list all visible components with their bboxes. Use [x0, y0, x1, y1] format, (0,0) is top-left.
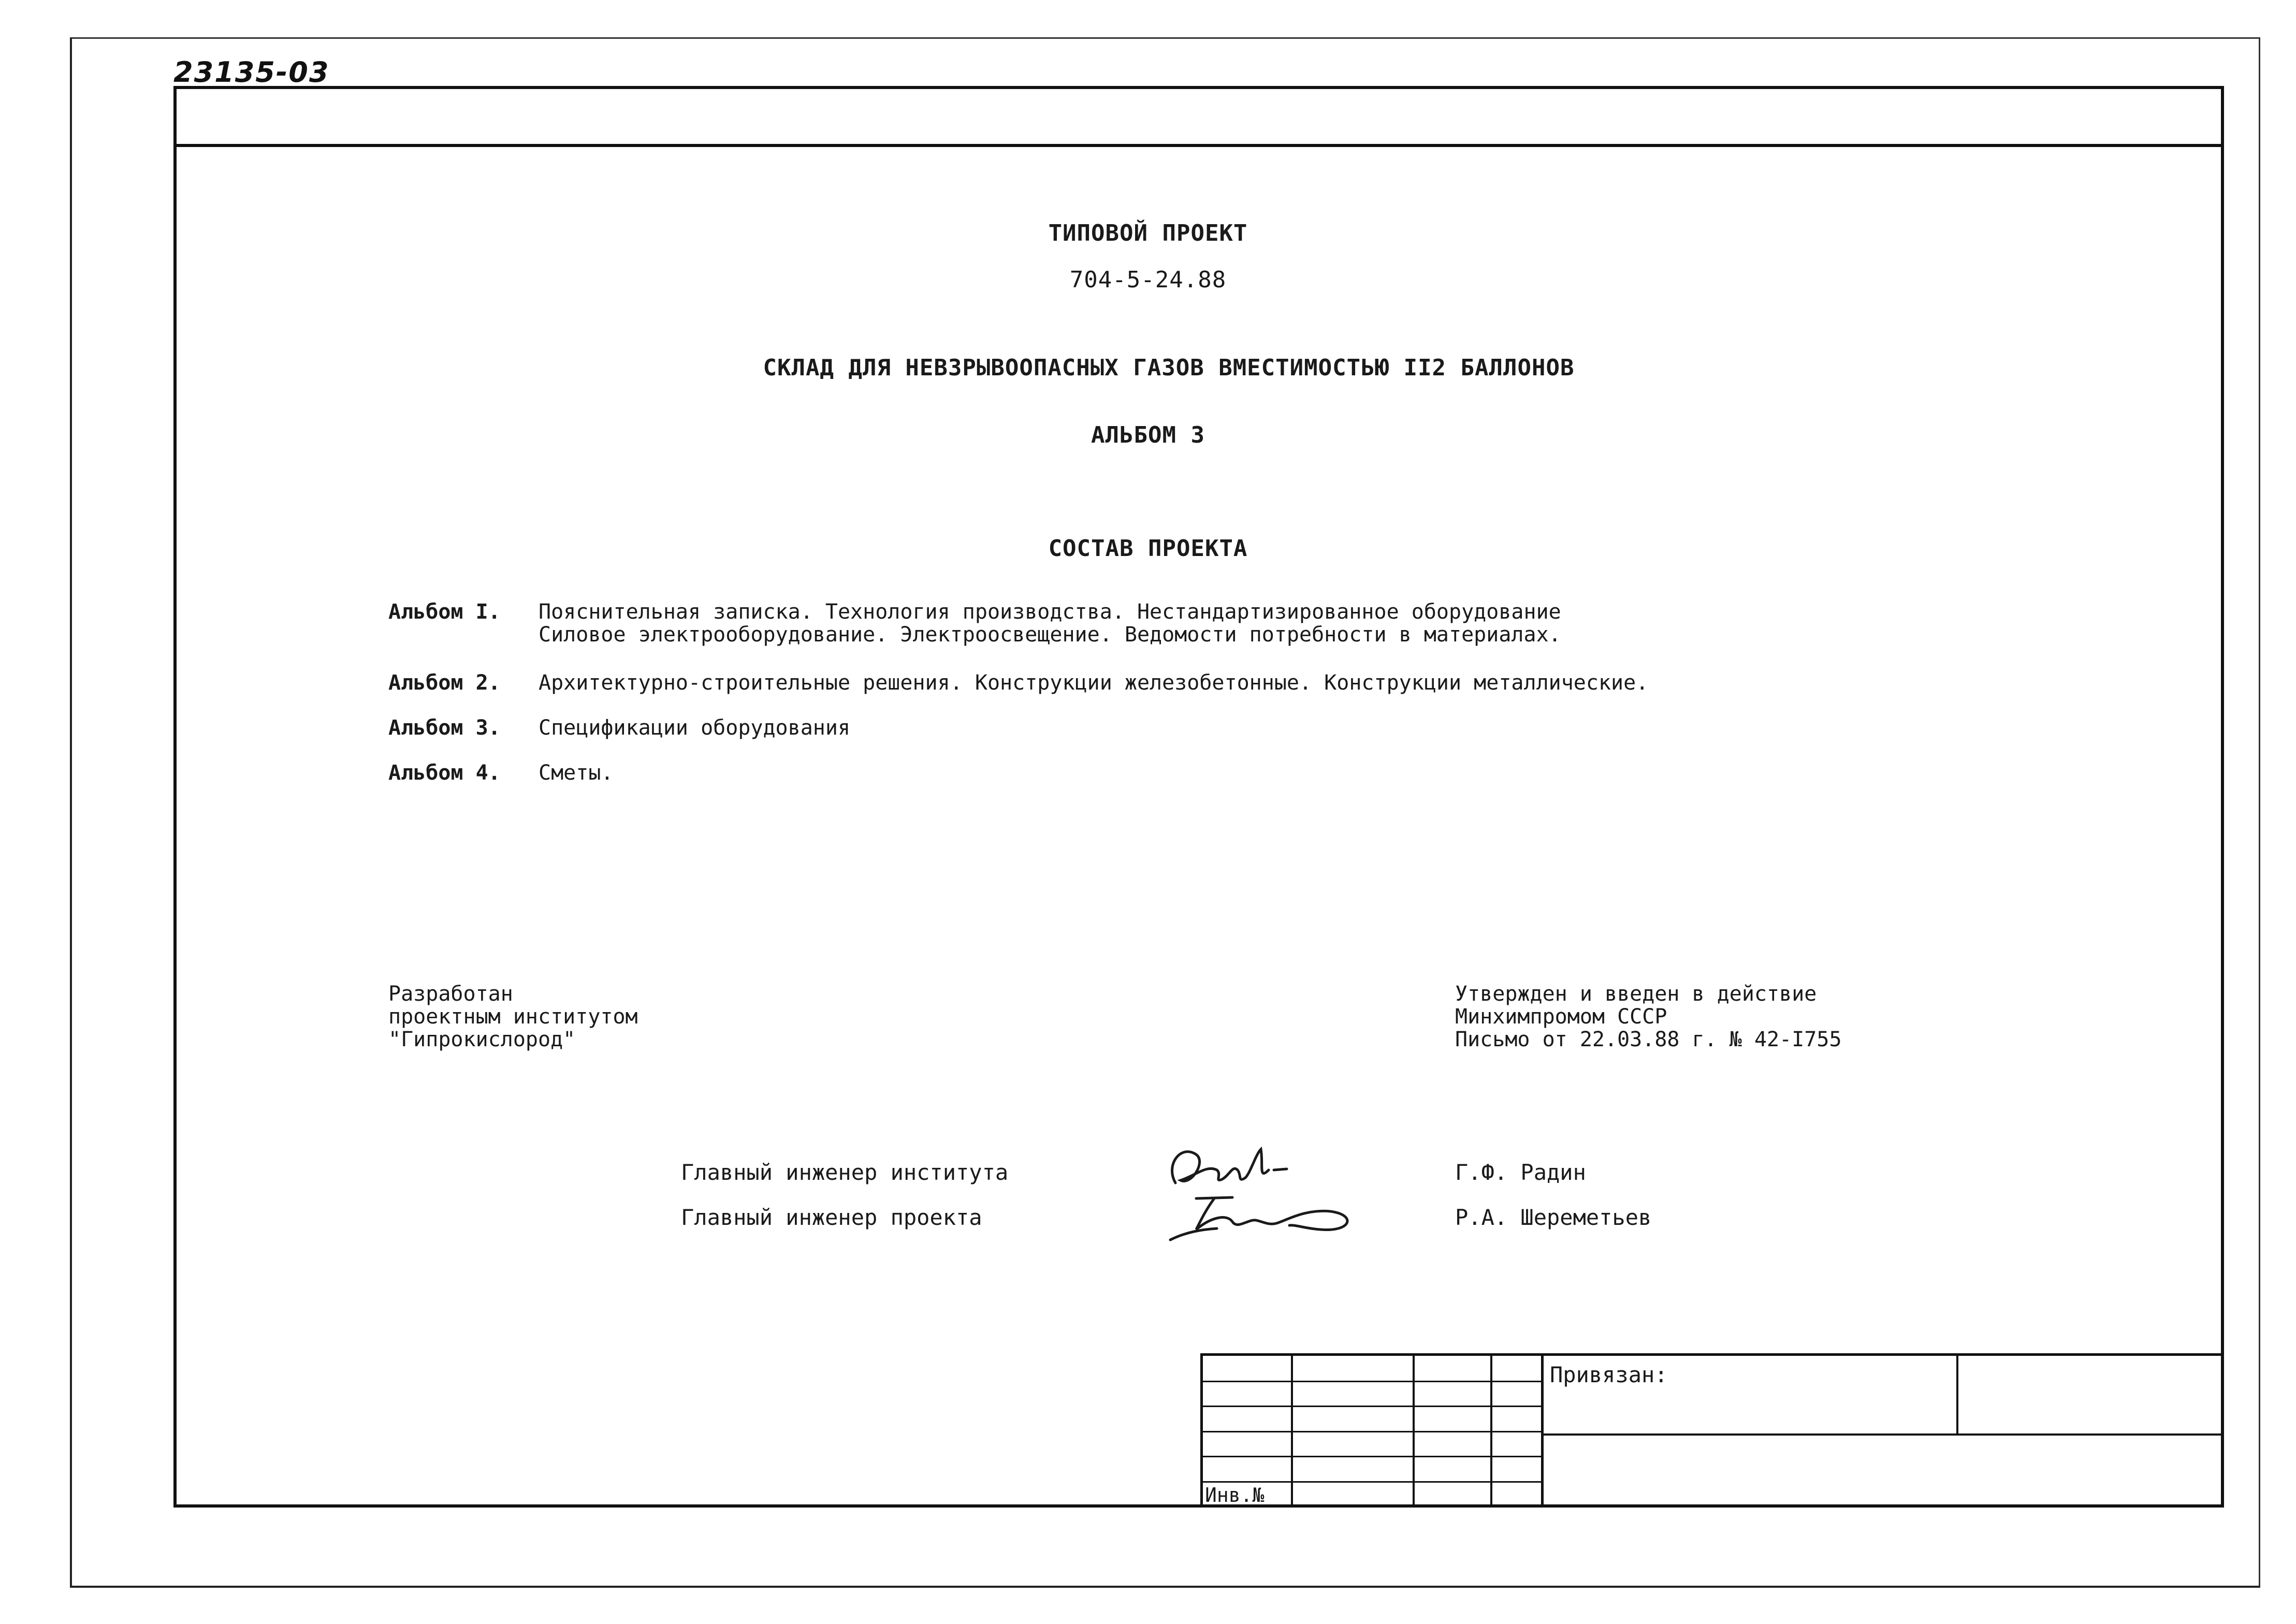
- title-block-divider: [1956, 1356, 1958, 1433]
- signature-name-2: Р.А. Шереметьев: [1455, 1205, 1652, 1230]
- developed-by: Разработан проектным институтом "Гипрокислород": [388, 982, 638, 1051]
- title-block-row-line: [1203, 1431, 1542, 1432]
- linked-label: Привязан:: [1550, 1362, 1668, 1387]
- title-block-row-line: [1203, 1481, 1542, 1483]
- album-item-1: [388, 601, 1561, 646]
- title-block-row-line: [1203, 1456, 1542, 1457]
- project-code: 704-5-24.88: [1069, 267, 1227, 293]
- title-block-row-line: [1542, 1433, 2224, 1436]
- title-block-row-line: [1203, 1406, 1542, 1407]
- album-label: Альбом 3.: [388, 716, 501, 740]
- inventory-label: Инв.№: [1205, 1484, 1265, 1506]
- album-label: Альбом I.: [388, 600, 501, 624]
- project-type: ТИПОВОЙ ПРОЕКТ: [1048, 220, 1248, 246]
- approved-by: Утвержден и введен в действие Минхимпромом СССР Письмо от 22.03.88 г. № 42-I755: [1455, 982, 1842, 1051]
- album-item-4: [388, 762, 614, 784]
- album-text: Сметы.: [539, 761, 614, 785]
- album-text: Пояснительная записка. Технология производства. Нестандартизированное оборудование Силовое электрооборудование. Электроосвещение. Ведомости потребности в материалах.: [539, 600, 1561, 647]
- album-label: Альбом 4.: [388, 761, 501, 785]
- project-title: СКЛАД ДЛЯ НЕВЗРЫВООПАСНЫХ ГАЗОВ ВМЕСТИМОСТЬЮ II2 БАЛЛОНОВ: [763, 355, 1575, 381]
- signature-chief-engineer-project: [1165, 1188, 1383, 1245]
- album-label: Альбом 2.: [388, 671, 501, 695]
- composition-heading: СОСТАВ ПРОЕКТА: [1048, 535, 1248, 562]
- drawing-frame: [173, 86, 2224, 1508]
- title-block: [1200, 1353, 2224, 1508]
- frame-top-band: [177, 89, 2221, 147]
- album-item-3: [388, 716, 850, 739]
- album-number: АЛЬБОМ 3: [1091, 422, 1205, 448]
- title-block-row-line: [1203, 1381, 1542, 1382]
- signature-role-1: Главный инженер института: [681, 1160, 1009, 1185]
- album-text: Архитектурно-строительные решения. Конструкции железобетонные. Конструкции металлические.: [539, 671, 1649, 695]
- signature-name-1: Г.Ф. Радин: [1455, 1160, 1586, 1185]
- signature-role-2: Главный инженер проекта: [681, 1205, 982, 1230]
- document-number: 23135-03: [173, 56, 330, 89]
- album-item-2: [388, 671, 1648, 694]
- album-text: Спецификации оборудования: [539, 716, 851, 740]
